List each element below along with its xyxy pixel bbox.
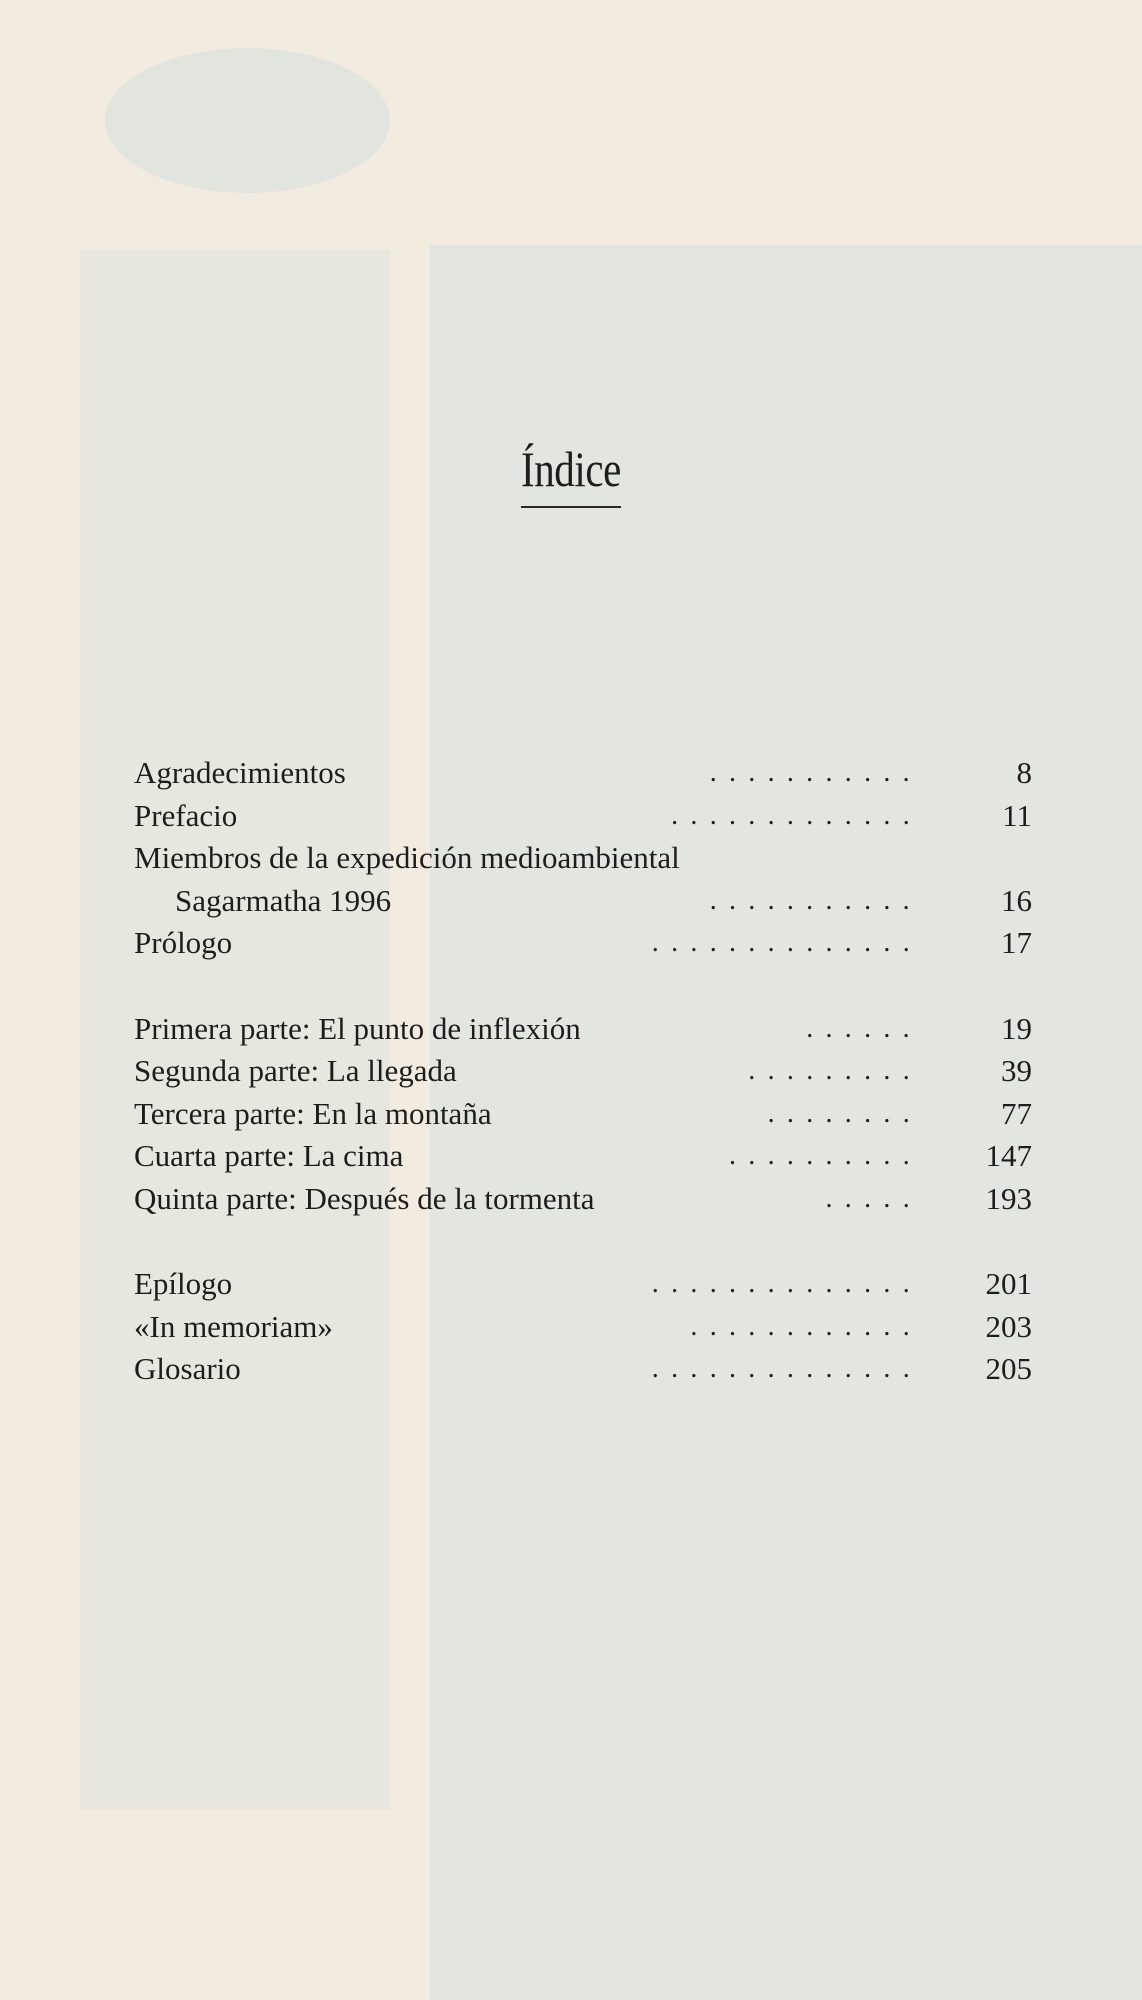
toc-entry-epilogo (134, 1263, 1032, 1306)
toc-entry-tercera-parte (134, 1093, 1032, 1136)
toc-entry-label: «In memoriam» (134, 1308, 333, 1344)
toc-dot-leader: ............ (690, 1310, 922, 1342)
toc-entry-label: Sagarmatha 1996 (175, 882, 392, 918)
toc-entry-sagarmatha (134, 880, 1032, 923)
toc-group-spacer (134, 1220, 1032, 1263)
toc-entry-label: Segunda parte: La llegada (134, 1053, 457, 1088)
toc-entry-label: Cuarta parte: La cima (134, 1138, 404, 1173)
toc-dot-leader: ........... (709, 757, 922, 788)
toc-dot-leader: ...... (806, 1012, 922, 1044)
toc-page-number: 193 (985, 1180, 1032, 1216)
toc-page-number: 8 (1016, 755, 1032, 790)
toc-entry-primera-parte (134, 1008, 1032, 1051)
toc-entry-segunda-parte (134, 1050, 1032, 1093)
toc-dot-leader: ............. (671, 799, 922, 831)
toc-entry-prologo (134, 922, 1032, 965)
toc-entry-label: Miembros de la expedición medioambiental (134, 840, 680, 875)
toc-page-number: 203 (985, 1308, 1032, 1344)
toc-entry-label: Prefacio (134, 797, 238, 833)
toc-page-number: 147 (985, 1138, 1032, 1173)
toc-dot-leader: .............. (651, 927, 922, 958)
toc-page-number: 16 (1001, 882, 1032, 918)
toc-entry-label: Agradecimientos (134, 755, 346, 790)
toc-entry-in-memoriam (134, 1306, 1032, 1349)
toc-dot-leader: ......... (748, 1055, 922, 1086)
show-through-oval (105, 48, 390, 193)
toc-dot-leader: .............. (651, 1353, 922, 1384)
toc-dot-leader: .......... (729, 1140, 922, 1171)
toc-entry-glosario (134, 1348, 1032, 1391)
toc-entry-cuarta-parte (134, 1135, 1032, 1178)
toc-page-number: 11 (1002, 797, 1032, 833)
toc-entry-miembros (134, 837, 1032, 880)
toc-entry-label: Prólogo (134, 925, 233, 960)
toc-entry-quinta-parte (134, 1178, 1032, 1221)
toc-entry-agradecimientos (134, 752, 1032, 795)
toc-entry-label: Quinta parte: Después de la tormenta (134, 1180, 595, 1216)
toc-entry-label: Primera parte: El punto de inflexión (134, 1010, 581, 1046)
table-of-contents (134, 752, 1032, 1391)
toc-page-number: 77 (1001, 1095, 1032, 1131)
toc-page-number: 19 (1001, 1010, 1032, 1046)
toc-page-number: 201 (985, 1266, 1032, 1301)
toc-dot-leader: ..... (825, 1182, 922, 1214)
toc-entry-label: Tercera parte: En la montaña (134, 1095, 492, 1131)
toc-dot-leader: ........... (709, 884, 922, 916)
toc-entry-prefacio (134, 795, 1032, 838)
page-title-container (0, 440, 1142, 508)
toc-group-spacer (134, 965, 1032, 1008)
toc-page-number: 39 (1001, 1053, 1032, 1088)
toc-page-number: 205 (985, 1351, 1032, 1386)
toc-page-number: 17 (1001, 925, 1032, 960)
toc-dot-leader: .............. (651, 1268, 922, 1299)
toc-dot-leader: ........ (767, 1097, 922, 1129)
toc-entry-label: Epílogo (134, 1266, 233, 1301)
page-title: Índice (521, 440, 621, 508)
toc-entry-label: Glosario (134, 1351, 241, 1386)
